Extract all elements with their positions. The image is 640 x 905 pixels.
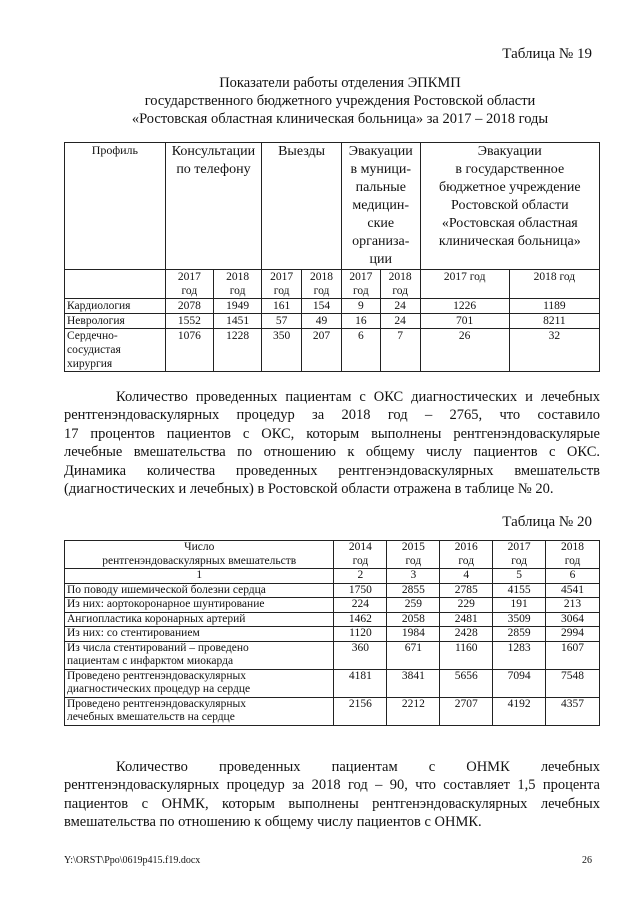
paragraph-line: вмешательства по отношению к общему числу пациентов с ОНМК. xyxy=(64,814,482,831)
table-row xyxy=(65,598,600,613)
cell: 154 xyxy=(302,299,342,314)
table-row xyxy=(65,669,600,697)
cell: 671 xyxy=(387,641,440,669)
header-line: в государственное xyxy=(455,162,565,177)
cell: 1451 xyxy=(213,314,261,329)
table-20 xyxy=(64,540,600,726)
cell: 4155 xyxy=(493,583,546,598)
year-2017: 2017 год xyxy=(165,270,213,299)
paragraph-onmk xyxy=(64,758,600,832)
cell: 2212 xyxy=(387,697,440,725)
cell: 259 xyxy=(387,598,440,613)
year-2018: 2018 год xyxy=(302,270,342,299)
cell: 4541 xyxy=(546,583,600,598)
title-line: государственного бюджетного учреждения Ростовской области xyxy=(144,93,536,109)
table-row xyxy=(65,697,600,725)
cell: 32 xyxy=(509,329,599,372)
year-2017-long: 2017 год xyxy=(420,270,509,299)
cell: 1462 xyxy=(334,612,387,627)
cell: 7548 xyxy=(546,669,600,697)
row-label xyxy=(65,669,334,697)
table-row xyxy=(65,641,600,669)
col-number: 2 xyxy=(334,569,387,584)
row-profile xyxy=(65,329,166,372)
header-line: ские xyxy=(367,216,395,231)
cell: 1552 xyxy=(165,314,213,329)
cell: 1607 xyxy=(546,641,600,669)
year-row xyxy=(65,270,600,299)
paragraph-line: (диагностических и лечебных) в Ростовской области отражена в таблице № 20. xyxy=(64,481,554,498)
year-2015: 2015 год xyxy=(387,541,440,569)
header-line: пальные xyxy=(355,180,406,195)
table-header-row xyxy=(65,143,600,270)
col-number: 3 xyxy=(387,569,440,584)
row-label xyxy=(65,641,334,669)
title-line: Показатели работы отделения ЭПКМП xyxy=(219,75,461,91)
cell: 16 xyxy=(341,314,380,329)
row-profile: Неврология xyxy=(65,314,166,329)
cell: 2785 xyxy=(440,583,493,598)
col-number: 1 xyxy=(65,569,334,584)
cell: 2481 xyxy=(440,612,493,627)
header-line: рентгенэндоваскулярных вмешательств xyxy=(102,554,297,567)
cell: 3064 xyxy=(546,612,600,627)
cell: 1076 xyxy=(165,329,213,372)
paragraph-line: пациентов с ОНМК, которым выполнены рентгенэндоваскулярных лечебных xyxy=(64,795,600,812)
year-2017: 2017 год xyxy=(262,270,302,299)
label-line: Из числа стентирований – проведено xyxy=(67,641,249,654)
header-line: по телефону xyxy=(176,162,251,177)
cell: 224 xyxy=(334,598,387,613)
year-2018-long: 2018 год xyxy=(509,270,599,299)
row-label: Из них: аортокоронарное шунтирование xyxy=(65,598,334,613)
cell: 7 xyxy=(380,329,420,372)
profile-line: сосудистая xyxy=(67,344,121,356)
cell: 2428 xyxy=(440,627,493,642)
cell: 1160 xyxy=(440,641,493,669)
cell: 5656 xyxy=(440,669,493,697)
cell: 2078 xyxy=(165,299,213,314)
paragraph-line: 17 процентов пациентов с ОКС, которым выполнены рентгенэндоваскулярые xyxy=(64,425,600,442)
cell: 207 xyxy=(302,329,342,372)
header-line: организа- xyxy=(352,234,410,249)
cell: 191 xyxy=(493,598,546,613)
paragraph-line: рентгенэндоваскулярных процедур за 2018 год – 90, что составляет 1,5 процента xyxy=(64,777,600,794)
cell: 2707 xyxy=(440,697,493,725)
row-label: Из них: со стентированием xyxy=(65,627,334,642)
col-number: 6 xyxy=(546,569,600,584)
table-row xyxy=(65,583,600,598)
paragraph-line: Динамика количества проведенных рентгенэндоваскулярных вмешательств xyxy=(64,462,600,479)
header-line: Ростовской области xyxy=(451,198,569,213)
table-20-number: Таблица № 20 xyxy=(502,514,592,530)
cell: 3841 xyxy=(387,669,440,697)
cell: 2994 xyxy=(546,627,600,642)
header-line: «Ростовская областная xyxy=(441,216,578,231)
label-line: Проведено рентгенэндоваскулярных xyxy=(67,697,246,710)
cell: 49 xyxy=(302,314,342,329)
cell: 1228 xyxy=(213,329,261,372)
col-number: 4 xyxy=(440,569,493,584)
label-line: лечебных вмешательств на сердце xyxy=(67,711,235,723)
cell: 1984 xyxy=(387,627,440,642)
row-profile: Кардиология xyxy=(65,299,166,314)
header-visits: Выезды xyxy=(262,143,342,270)
header-line: медицин- xyxy=(352,198,410,213)
paragraph-line: лечебные вмешательства по отношению к общему числу пациентов с ОКС. xyxy=(64,444,600,461)
cell: 350 xyxy=(262,329,302,372)
row-label: По поводу ишемической болезни сердца xyxy=(65,583,334,598)
cell: 57 xyxy=(262,314,302,329)
label-line: диагностических процедур на сердце xyxy=(67,683,251,695)
header-line: клиническая больница» xyxy=(438,234,581,249)
cell: 1189 xyxy=(509,299,599,314)
cell: 8211 xyxy=(509,314,599,329)
cell: 3509 xyxy=(493,612,546,627)
cell: 2859 xyxy=(493,627,546,642)
cell: 229 xyxy=(440,598,493,613)
year-2018: 2018 год xyxy=(380,270,420,299)
table-row xyxy=(65,329,600,372)
label-line: Проведено рентгенэндоваскулярных xyxy=(67,669,246,682)
profile-line: хирургия xyxy=(67,358,113,370)
column-number-row xyxy=(65,569,600,584)
header-evac-municipal xyxy=(341,143,420,270)
cell: 7094 xyxy=(493,669,546,697)
cell: 1226 xyxy=(420,299,509,314)
table-19-title xyxy=(60,74,620,128)
table-header-row xyxy=(65,541,600,569)
header-consultations xyxy=(165,143,262,270)
year-2014: 2014 год xyxy=(334,541,387,569)
footer-file-path: Y:\ORST\Ppo\0619p415.f19.docx xyxy=(64,855,201,866)
cell: 360 xyxy=(334,641,387,669)
label-line: пациентам с инфарктом миокарда xyxy=(67,655,234,667)
cell: 24 xyxy=(380,314,420,329)
table-row xyxy=(65,627,600,642)
cell: 4181 xyxy=(334,669,387,697)
cell: 1949 xyxy=(213,299,261,314)
cell: 1750 xyxy=(334,583,387,598)
cell: 2058 xyxy=(387,612,440,627)
cell: 2156 xyxy=(334,697,387,725)
cell: 4192 xyxy=(493,697,546,725)
cell: 2855 xyxy=(387,583,440,598)
row-label xyxy=(65,697,334,725)
header-line: Эвакуации xyxy=(477,144,542,159)
cell: 1120 xyxy=(334,627,387,642)
header-line: Число xyxy=(184,541,215,553)
header-line: бюджетное учреждение xyxy=(438,180,581,195)
cell: 6 xyxy=(341,329,380,372)
year-row-blank xyxy=(65,270,166,299)
year-2018: 2018 год xyxy=(546,541,600,569)
paragraph-line: рентгенэндоваскулярных процедур за 2018 год – 2765, что составило xyxy=(64,407,600,424)
cell: 24 xyxy=(380,299,420,314)
title-line: «Ростовская областная клиническая больница» за 2017 – 2018 годы xyxy=(131,111,549,127)
row-label: Ангиопластика коронарных артерий xyxy=(65,612,334,627)
header-label xyxy=(65,541,334,569)
paragraph-line: Количество проведенных пациентам с ОКС диагностических и лечебных xyxy=(116,389,600,405)
header-line: в муници- xyxy=(350,162,412,177)
cell: 1283 xyxy=(493,641,546,669)
header-evac-state xyxy=(420,143,599,270)
cell: 213 xyxy=(546,598,600,613)
year-2017: 2017 год xyxy=(341,270,380,299)
table-row xyxy=(65,612,600,627)
header-line: Консультации xyxy=(171,144,256,159)
header-line: Эвакуации xyxy=(348,144,413,159)
cell: 161 xyxy=(262,299,302,314)
table-19-number: Таблица № 19 xyxy=(502,46,592,62)
cell: 4357 xyxy=(546,697,600,725)
cell: 701 xyxy=(420,314,509,329)
table-19 xyxy=(64,142,600,372)
footer-page-number: 26 xyxy=(582,855,592,866)
year-2016: 2016 год xyxy=(440,541,493,569)
header-profile: Профиль xyxy=(65,143,166,270)
col-number: 5 xyxy=(493,569,546,584)
table-row xyxy=(65,314,600,329)
header-line: ции xyxy=(369,252,392,267)
profile-line: Сердечно- xyxy=(67,330,118,342)
paragraph-oks xyxy=(64,388,600,498)
cell: 9 xyxy=(341,299,380,314)
table-row xyxy=(65,299,600,314)
year-2017: 2017 год xyxy=(493,541,546,569)
paragraph-line: Количество проведенных пациентам с ОНМК лечебных xyxy=(116,759,600,775)
cell: 26 xyxy=(420,329,509,372)
year-2018: 2018 год xyxy=(213,270,261,299)
